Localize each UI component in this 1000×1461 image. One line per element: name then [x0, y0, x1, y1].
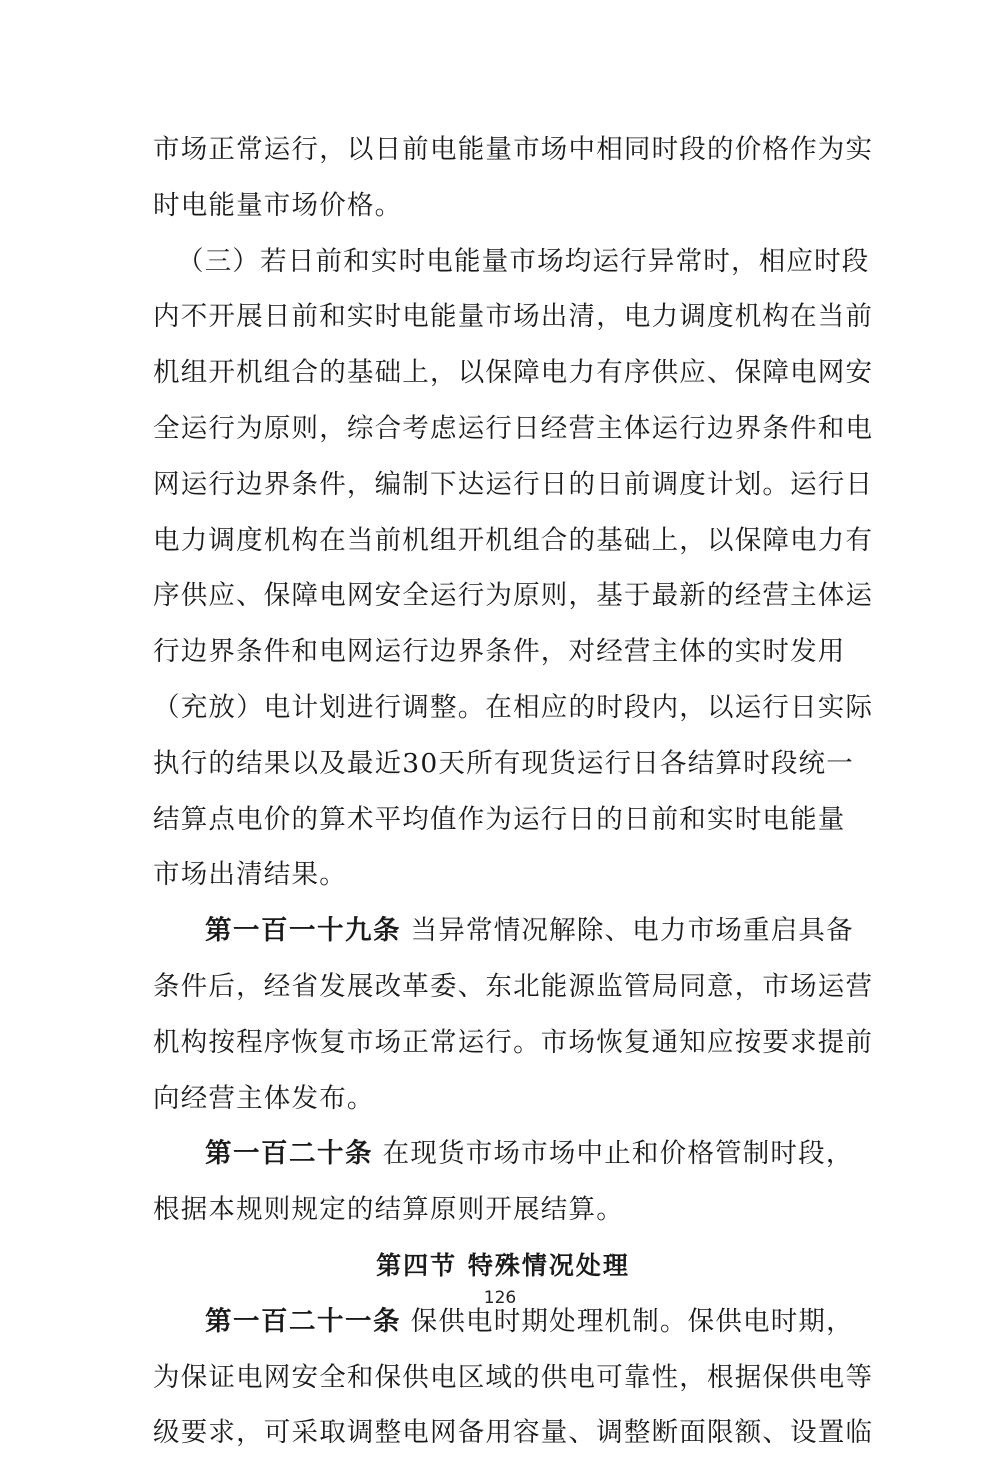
- paragraph-line: 市场正常运行，以日前电能量市场中相同时段的价格作为实: [153, 134, 874, 165]
- paragraph-line: （充放）电计划进行调整。在相应的时段内，以运行日实际: [153, 691, 874, 723]
- paragraph-line: 根据本规则规定的结算原则开展结算。: [153, 1194, 624, 1226]
- article-120-label: 第一百二十条: [205, 1138, 373, 1170]
- section-heading: 第四节 特殊情况处理: [376, 1250, 630, 1280]
- paragraph-line: 机构按程序恢复市场正常运行。市场恢复通知应按要求提前: [153, 1026, 874, 1058]
- article-119-label: 第一百一十九条: [205, 915, 401, 947]
- paragraph-line: 机组开机组合的基础上，以保障电力有序供应、保障电网安: [153, 357, 874, 389]
- paragraph-line: 序供应、保障电网安全运行为原则，基于最新的经营主体运: [153, 580, 874, 612]
- document-body: [153, 122, 874, 1461]
- paragraph-line: 电力调度机构在当前机组开机组合的基础上，以保障电力有: [153, 524, 874, 556]
- paragraph-line: 为保证电网安全和保供电区域的供电可靠性，根据保供电等: [153, 1361, 874, 1393]
- paragraph-line: 网运行边界条件，编制下达运行日的日前调度计划。运行日: [153, 468, 874, 500]
- article-119-text: 当异常情况解除、电力市场重启具备: [410, 915, 854, 947]
- page-number: 126: [483, 1288, 517, 1308]
- article-121-text: 保供电时期处理机制。保供电时期，: [410, 1305, 854, 1337]
- paragraph-line: （三）若日前和实时电能量市场均运行异常时，相应时段: [177, 245, 870, 277]
- article-120-first-line: [153, 1126, 853, 1182]
- paragraph-line: 行边界条件和电网运行边界条件，对经营主体的实时发用: [153, 636, 846, 668]
- paragraph-line: 全运行为原则，综合考虑运行日经营主体运行边界条件和电: [153, 412, 874, 444]
- paragraph-line: 内不开展日前和实时电能量市场出清，电力调度机构在当前: [153, 301, 874, 333]
- paragraph-line: 条件后，经省发展改革委、东北能源监管局同意，市场运营: [153, 970, 874, 1002]
- article-121-label: 第一百二十一条: [205, 1305, 401, 1337]
- paragraph-line: 时电能量市场价格。: [153, 189, 403, 221]
- paragraph-line: 结算点电价的算术平均值作为运行日的日前和实时电能量: [153, 803, 846, 835]
- article-119-first-line: [153, 903, 853, 959]
- paragraph-line: 级要求，可采取调整电网备用容量、调整断面限额、设置临: [153, 1417, 874, 1449]
- paragraph-line: 执行的结果以及最近30天所有现货运行日各结算时段统一: [153, 747, 854, 779]
- article-120-text: 在现货市场市场中止和价格管制时段，: [382, 1138, 854, 1170]
- paragraph-line: 市场出清结果。: [153, 859, 347, 891]
- paragraph-line: 向经营主体发布。: [153, 1082, 375, 1114]
